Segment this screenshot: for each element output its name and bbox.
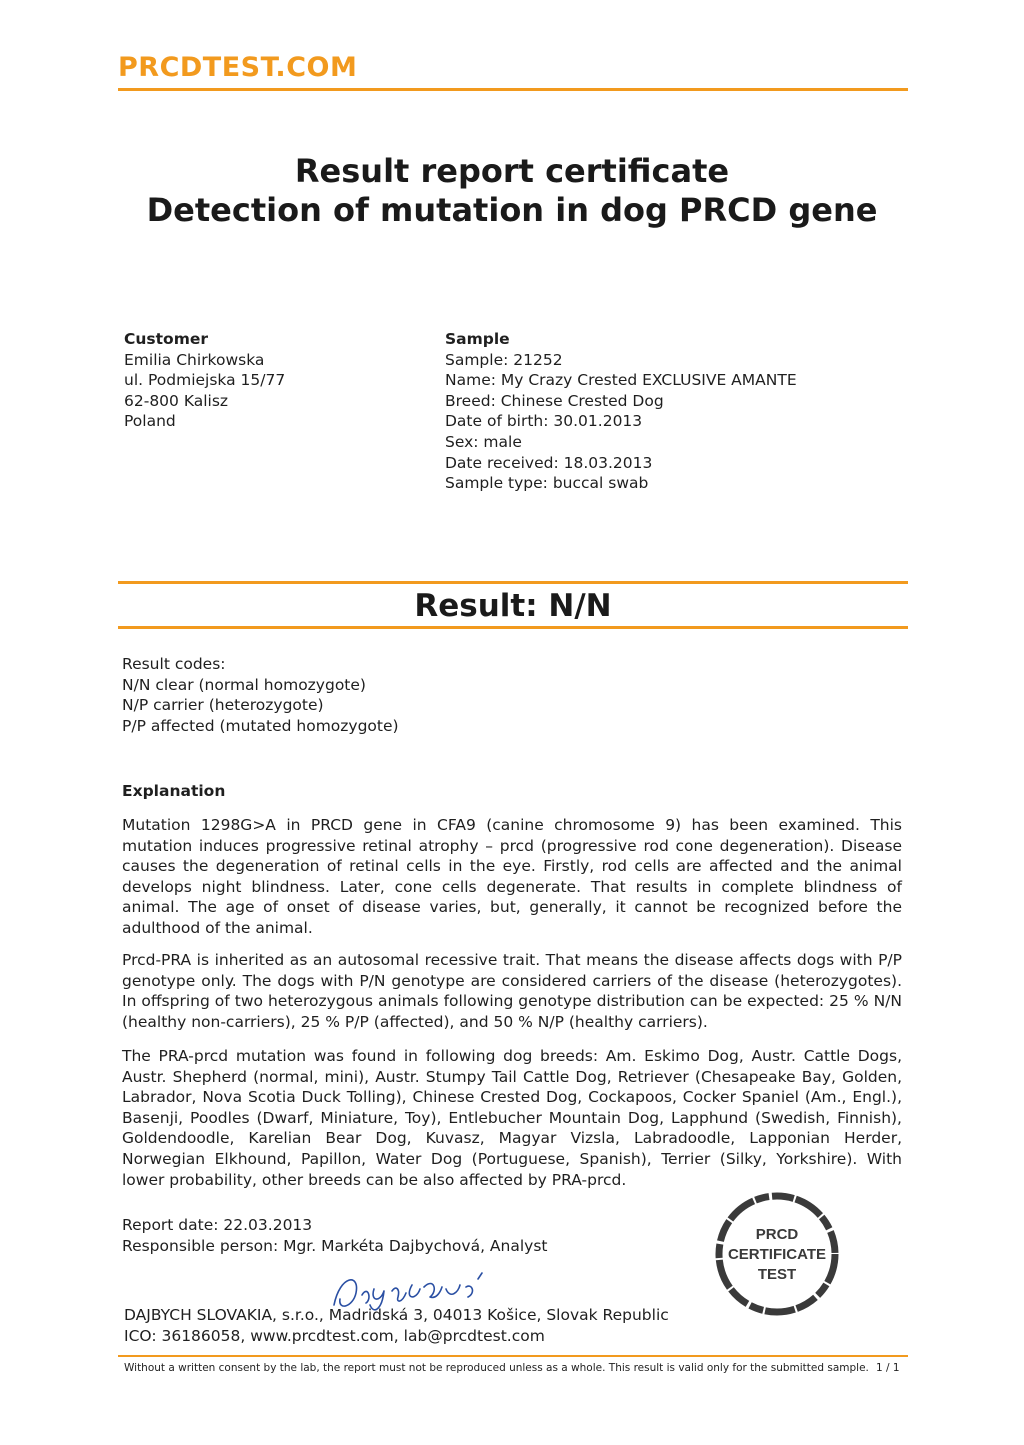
company-contact: ICO: 36186058, www.prcdtest.com, lab@prcdtest.com	[124, 1326, 545, 1345]
result-code-np: N/P carrier (heterozygote)	[122, 696, 324, 715]
explanation-paragraph-2: Prcd-PRA is inherited as an autosomal recessive trait. That means the disease affects dogs with P/P genotype only. The dogs with P/N genotype are considered carriers of the disease (heterozygotes). In offspring of two heterozygous animals following genotype distribution can be expected: 25 % N/N (healthy non-carriers), 25 % P/P (affected), and 50 % N/P (healthy carriers).	[122, 951, 902, 1031]
stamp-line-2: CERTIFICATE	[727, 1246, 827, 1263]
customer-street: ul. Podmiejska 15/77	[124, 371, 286, 390]
customer-block	[124, 329, 285, 432]
stamp-line-3: TEST	[757, 1266, 797, 1283]
result-rule-top	[118, 581, 908, 584]
customer-country: Poland	[124, 412, 176, 431]
sample-date-received: Date received: 18.03.2013	[445, 453, 653, 472]
result-text: Result: N/N	[414, 588, 612, 624]
company-info	[124, 1305, 669, 1346]
explanation-paragraph-3: The PRA-prcd mutation was found in following dog breeds: Am. Eskimo Dog, Austr. Cattle Dogs, Austr. Shepherd (normal, mini), Austr. Stumpy Tail Cattle Dog, Retriever (Chesapeake Bay, Golden, Labrador, Nova Scotia Duck Tolling), Chinese Crested Dog, Cockapoos, Cocker Spaniel (Am., Engl.), Basenji, Poodles (Dwarf, Miniature, Toy), Entlebucher Mountain Dog, Lapphund (Swedish, Finnish), Goldendoodle, Karelian Bear Dog, Kuvasz, Magyar Vizsla, Labradoodle, Lapponian Herder, Norwegian Elkhound, Papillon, Water Dog (Portuguese, Spanish), Terrier (Silky, Yorkshire). With lower probability, other breeds can be also affected by PRA-prcd.	[122, 1047, 902, 1189]
report-info	[122, 1215, 548, 1256]
result-codes-heading: Result codes:	[122, 655, 226, 673]
title-line-1: Result report certificate	[294, 152, 730, 190]
sample-heading: Sample	[445, 330, 510, 348]
page-number: 1 / 1	[876, 1362, 900, 1374]
explanation-paragraph-1: Mutation 1298G>A in PRCD gene in CFA9 (canine chromosome 9) has been examined. This mutation induces progressive retinal atrophy – prcd (progressive rod cone degeneration). Disease causes the degeneration of retinal cells in the eye. Firstly, rod cells are affected and the animal develops night blindness. Later, cone cells degenerate. That results in complete blindness of animal. The age of onset of disease varies, but, generally, it cannot be recognized before the adulthood of the animal.	[122, 816, 902, 937]
stamp-line-1: PRCD	[755, 1226, 799, 1243]
footer-rule	[118, 1355, 908, 1357]
sample-name: Name: My Crazy Crested EXCLUSIVE AMANTE	[445, 371, 797, 390]
sample-type: Sample type: buccal swab	[445, 474, 649, 493]
responsible-person: Responsible person: Mgr. Markéta Dajbychová, Analyst	[122, 1236, 548, 1255]
sample-breed: Breed: Chinese Crested Dog	[445, 391, 664, 410]
certificate-stamp	[712, 1189, 842, 1319]
sample-dob: Date of birth: 30.01.2013	[445, 412, 643, 431]
customer-city: 62-800 Kalisz	[124, 391, 229, 410]
customer-heading: Customer	[124, 330, 209, 348]
explanation-heading: Explanation	[122, 782, 226, 800]
result-code-nn: N/N clear (normal homozygote)	[122, 675, 366, 694]
sample-number: Sample: 21252	[445, 350, 563, 369]
logo: PRCDTEST.COM	[118, 52, 358, 83]
company-address: DAJBYCH SLOVAKIA, s.r.o., Madridská 3, 04013 Košice, Slovak Republic	[124, 1306, 669, 1324]
footer-note: Without a written consent by the lab, the report must not be reproduced unless as a whole. This result is valid only for the submitted sample.	[124, 1362, 869, 1374]
sample-sex: Sex: male	[445, 432, 522, 451]
header-rule	[118, 88, 908, 91]
report-date: Report date: 22.03.2013	[122, 1216, 313, 1234]
title-line-2: Detection of mutation in dog PRCD gene	[146, 191, 878, 229]
sample-block	[445, 329, 797, 494]
customer-name: Emilia Chirkowska	[124, 350, 265, 369]
result-rule-bottom	[118, 626, 908, 629]
result-code-pp: P/P affected (mutated homozygote)	[122, 716, 399, 735]
result-codes	[122, 654, 399, 736]
